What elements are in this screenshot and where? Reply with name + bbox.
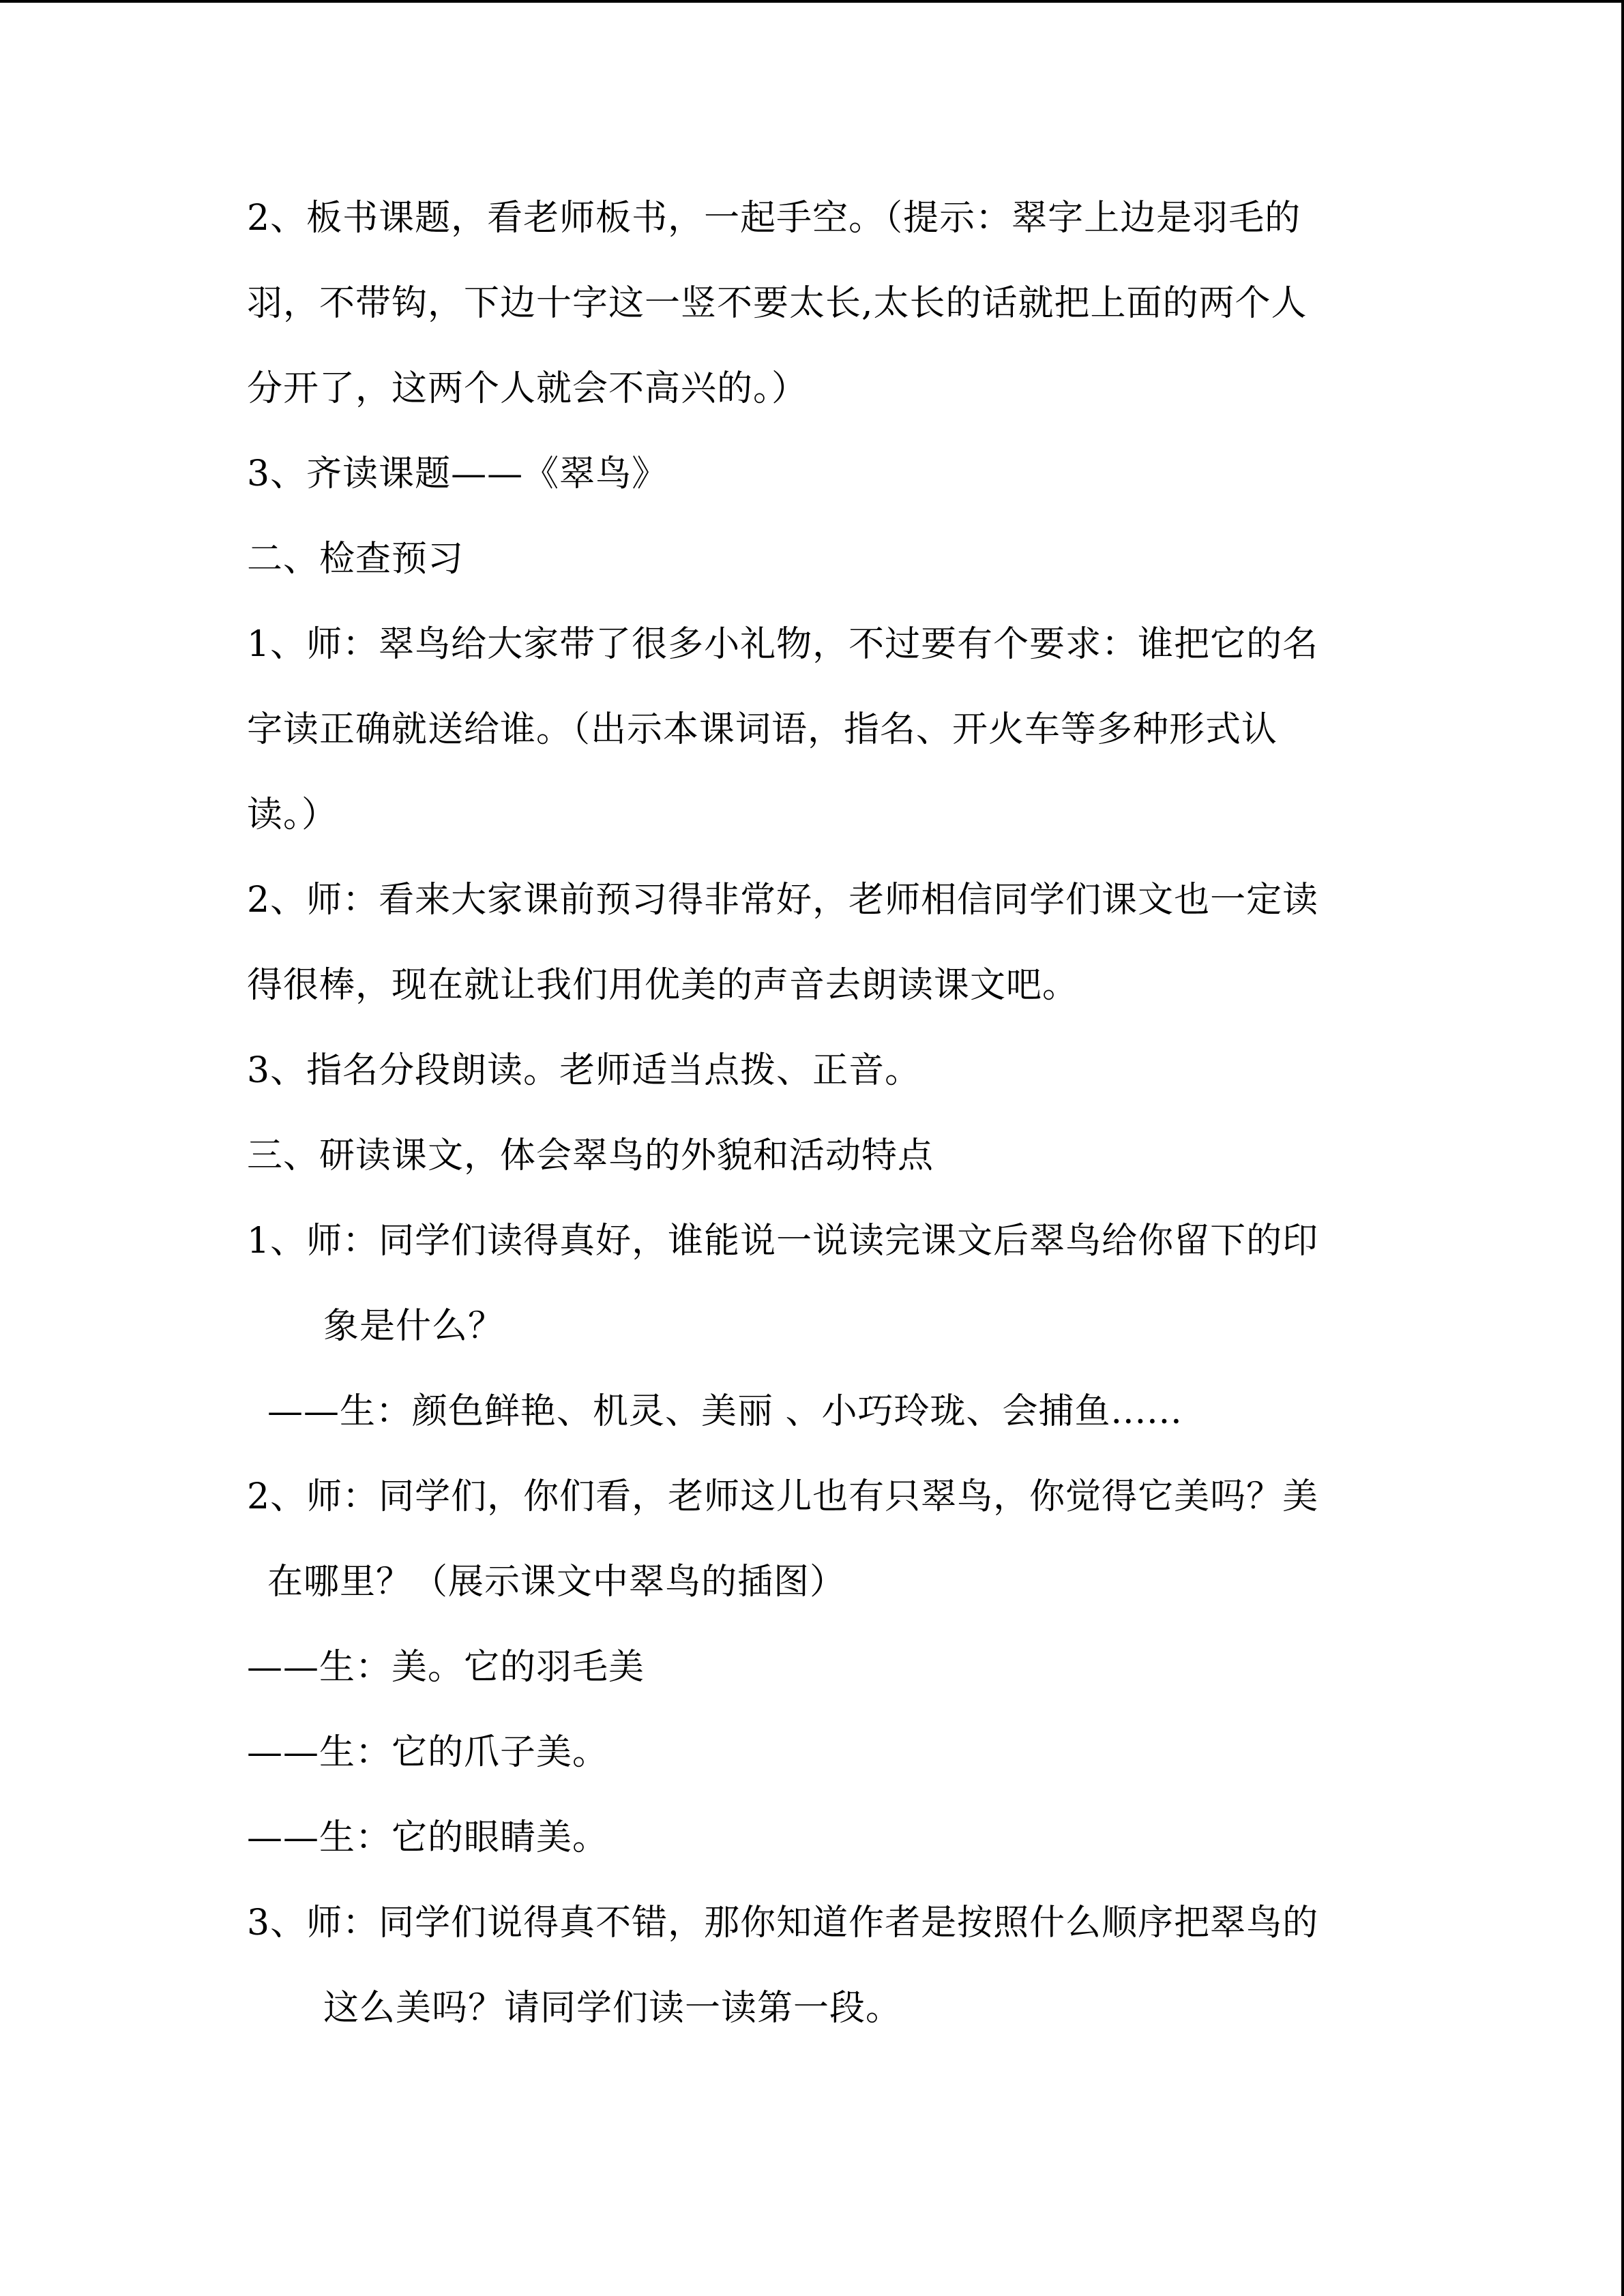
text-line: 在哪里？（展示课文中翠鸟的插图） [267, 1562, 846, 1602]
text-line: 1、师：翠鸟给大家带了很多小礼物，不过要有个要求：谁把它的名 [247, 624, 1319, 665]
text-line: 读。） [247, 794, 338, 835]
text-line: ——生：美。它的羽毛美 [247, 1647, 645, 1688]
text-line: 3、齐读课题——《翠鸟》 [247, 453, 668, 494]
text-line: 得很棒，现在就让我们用优美的声音去朗读课文吧。 [247, 965, 1079, 1006]
text-line: 3、师：同学们说得真不错，那你知道作者是按照什么顺序把翠鸟的 [247, 1903, 1319, 1943]
text-line: 2、师：看来大家课前预习得非常好，老师相信同学们课文也一定读 [247, 880, 1319, 921]
text-line: 3、指名分段朗读。老师适当点拨、正音。 [247, 1050, 921, 1091]
text-line: 象是什么？ [323, 1306, 505, 1347]
text-line: 这么美吗？请同学们读一读第一段。 [323, 1988, 902, 2029]
text-line: ——生：颜色鲜艳、机灵、美丽 、小巧玲珑、会捕鱼...... [267, 1391, 1183, 1432]
section-heading: 二、检查预习 [247, 539, 464, 580]
text-line: 1、师：同学们读得真好，谁能说一说读完课文后翠鸟给你留下的印 [247, 1221, 1319, 1262]
text-line: 字读正确就送给谁。（出示本课词语，指名、开火车等多种形式认 [247, 709, 1278, 750]
section-heading: 三、研读课文，体会翠鸟的外貌和活动特点 [247, 1135, 934, 1176]
text-line: 羽，不带钩，下边十字这一竖不要太长,太长的话就把上面的两个人 [247, 283, 1308, 324]
text-line: ——生：它的眼睛美。 [247, 1817, 609, 1858]
text-line: 分开了，这两个人就会不高兴的。） [247, 368, 808, 409]
text-line: ——生：它的爪子美。 [247, 1732, 609, 1773]
text-line: 2、板书课题，看老师板书，一起手空。（提示：翠字上边是羽毛的 [247, 198, 1301, 239]
text-line: 2、师：同学们，你们看，老师这儿也有只翠鸟，你觉得它美吗？美 [247, 1476, 1319, 1517]
